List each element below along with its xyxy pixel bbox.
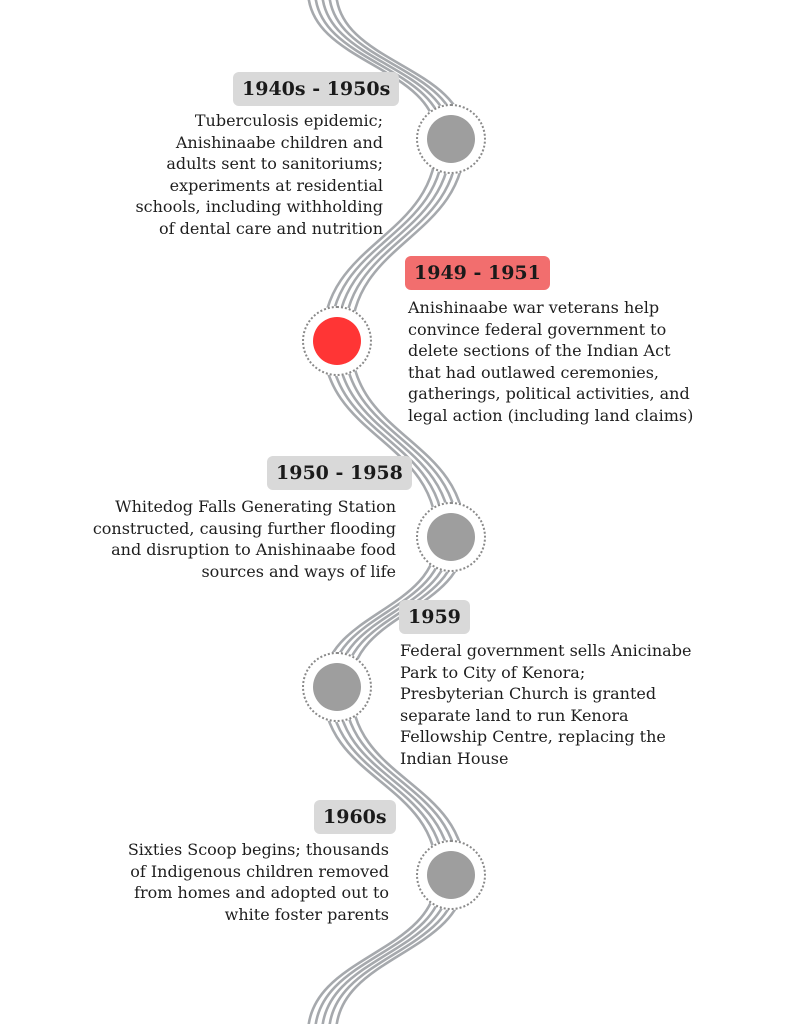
period-badge-2: 1949 - 1951 [405, 256, 550, 290]
event-description-2 [408, 297, 693, 426]
description-line: delete sections of the Indian Act [408, 341, 671, 360]
node-dot [313, 317, 361, 365]
timeline-node-3[interactable] [416, 502, 486, 572]
description-line: and disruption to Anishinaabe food [111, 540, 396, 559]
event-description-3 [93, 496, 396, 582]
description-line: schools, including withholding [135, 197, 383, 216]
timeline-node-1[interactable] [416, 104, 486, 174]
node-dot [313, 663, 361, 711]
timeline-node-5[interactable] [416, 840, 486, 910]
description-line: sources and ways of life [201, 561, 396, 581]
period-badge-4: 1959 [399, 600, 470, 634]
description-line: of Indigenous children removed [130, 861, 389, 881]
description-line: Anishinaabe war veterans help [408, 298, 660, 317]
node-dot [427, 115, 475, 163]
description-line: that had outlawed ceremonies, [408, 362, 660, 382]
event-description-4 [400, 640, 691, 769]
description-line: Tuberculosis epidemic; [194, 111, 383, 130]
period-badge-3: 1950 - 1958 [267, 456, 412, 490]
event-description-1 [135, 110, 383, 239]
timeline-node-4[interactable] [302, 652, 372, 722]
description-line: Park to City of Kenora; [400, 662, 586, 682]
timeline-node-2[interactable] [302, 306, 372, 376]
description-line: white foster parents [224, 904, 389, 924]
description-line: Sixties Scoop begins; thousands [127, 840, 389, 859]
description-line: gatherings, political activities, and [408, 384, 690, 403]
description-line: convince federal government to [408, 319, 667, 339]
description-line: legal action (including land claims) [408, 405, 694, 425]
node-dot [427, 851, 475, 899]
description-line: of dental care and nutrition [159, 218, 383, 238]
event-description-5 [128, 839, 389, 925]
description-line: Federal government sells Anicinabe [400, 641, 692, 660]
period-badge-5: 1960s [314, 800, 396, 834]
period-badge-1: 1940s - 1950s [233, 72, 399, 106]
description-line: Anishinaabe children and [175, 132, 383, 152]
description-line: from homes and adopted out to [134, 883, 389, 902]
description-line: Indian House [400, 748, 509, 768]
description-line: experiments at residential [169, 175, 383, 195]
node-dot [427, 513, 475, 561]
description-line: constructed, causing further flooding [92, 518, 396, 538]
description-line: separate land to run Kenora [400, 705, 629, 725]
description-line: adults sent to sanitoriums; [166, 154, 383, 173]
description-line: Presbyterian Church is granted [400, 684, 657, 703]
description-line: Fellowship Centre, replacing the [400, 727, 666, 746]
description-line: Whitedog Falls Generating Station [115, 497, 396, 516]
